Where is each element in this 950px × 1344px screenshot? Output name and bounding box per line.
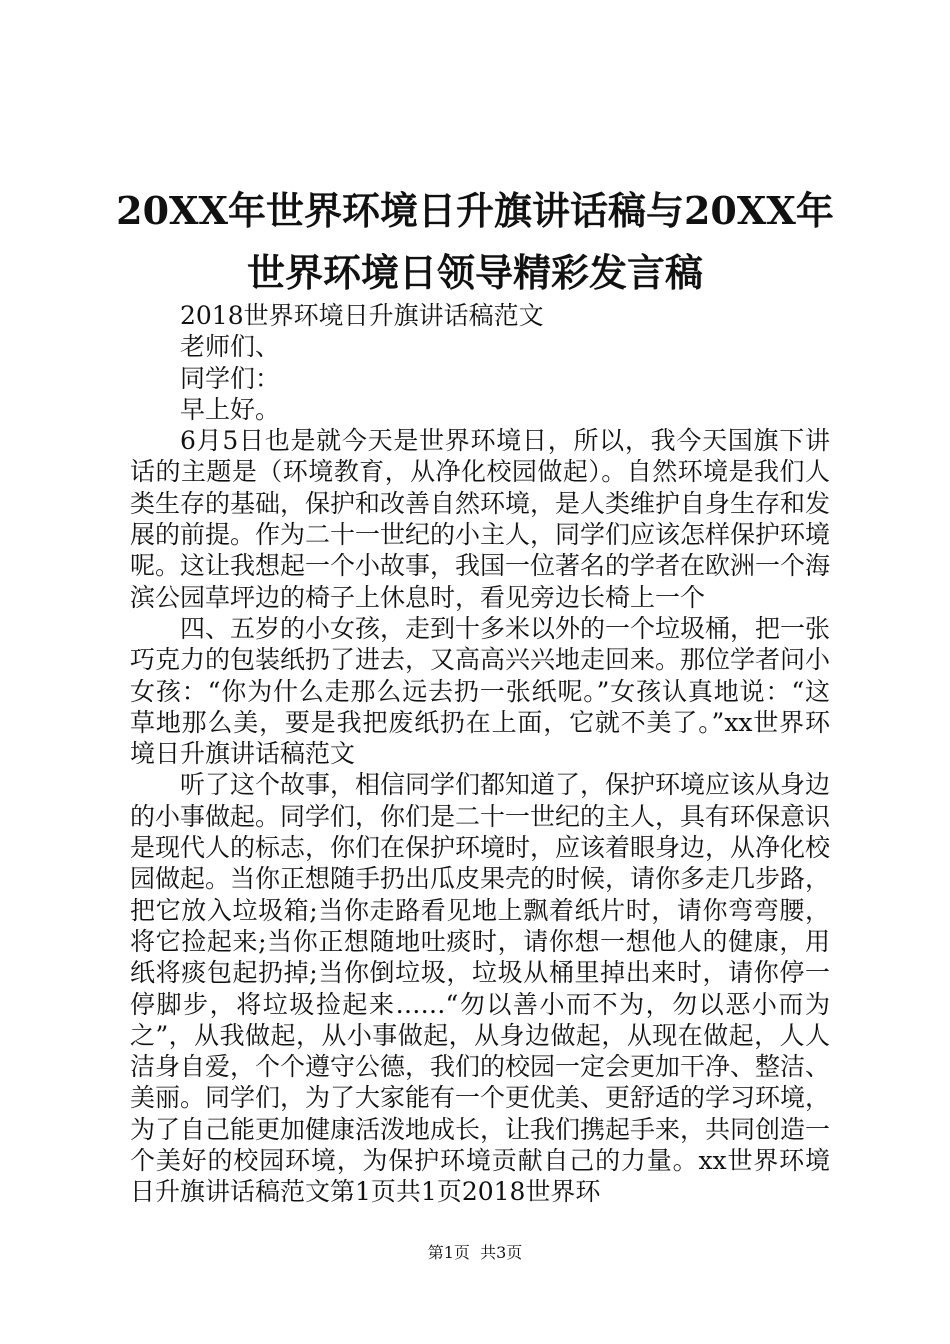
paragraph-body: 6月5日也是就今天是世界环境日，所以，我今天国旗下讲话的主题是（环境教育，从净化校园做起）。自然环境是我们人类生存的基础，保护和改善自然环境，是人类维护自身生存和发展的前提。作为二十一世纪的小主人，同学们应该怎样保护环境呢。这让我想起一个小故事，我国一位著名的学者在欧洲一个海滨公园草坪边的椅子上休息时，看见旁边长椅上一个: [130, 426, 831, 612]
paragraph-subtitle: 2018世界环境日升旗讲话稿范文: [180, 301, 544, 330]
page-footer: [0, 1243, 950, 1263]
paragraph-body: 四、五岁的小女孩，走到十多米以外的一个垃圾桶，把一张巧克力的包装纸扔了进去，又高高兴兴地走回来。那位学者问小女孩：“你为什么走那么远去扔一张纸呢。”女孩认真地说：“这草地那么美，要是我把废纸扔在上面，它就不美了。”xx世界环境日升旗讲话稿范文: [130, 613, 831, 769]
paragraph-salutation-teachers: 老师们、: [180, 332, 281, 362]
page-total: 共3页: [480, 1243, 523, 1262]
document-title: 20XX年世界环境日升旗讲话稿与20XX年世界环境日领导精彩发言稿: [116, 188, 834, 295]
paragraph-body: 听了这个故事，相信同学们都知道了，保护环境应该从身边的小事做起。同学们，你们是二十一世纪的主人，具有环保意识是现代人的标志，你们在保护环境时，应该着眼身边，从净化校园做起。当你正想随手扔出瓜皮果壳的时候，请你多走几步路，把它放入垃圾箱;当你走路看见地上飘着纸片时，请你弯弯腰，将它捡起来;当你正想随地吐痰时，请你想一想他人的健康，用纸将痰包起扔掉;当你倒垃圾，垃圾从桶里掉出来时，请你停一停脚步，将垃圾捡起来……“勿以善小而不为，勿以恶小而为之”，从我做起，从小事做起，从身边做起，从现在做起，人人洁身自爱，个个遵守公德，我们的校园一定会更加干净、整洁、美丽。同学们，为了大家能有一个更优美、更舒适的学习环境，为了自己能更加健康活泼地成长，让我们携起手来，共同创造一个美好的校园环境，为保护环境贡献自己的力量。xx世界环境日升旗讲话稿范文第1页共1页2018世界环: [130, 770, 831, 1207]
paragraph-salutation-students: 同学们：: [180, 363, 281, 393]
paragraph-greeting: 早上好。: [180, 394, 281, 424]
page-number: 第1页: [427, 1243, 470, 1262]
document-body: [130, 300, 830, 1208]
